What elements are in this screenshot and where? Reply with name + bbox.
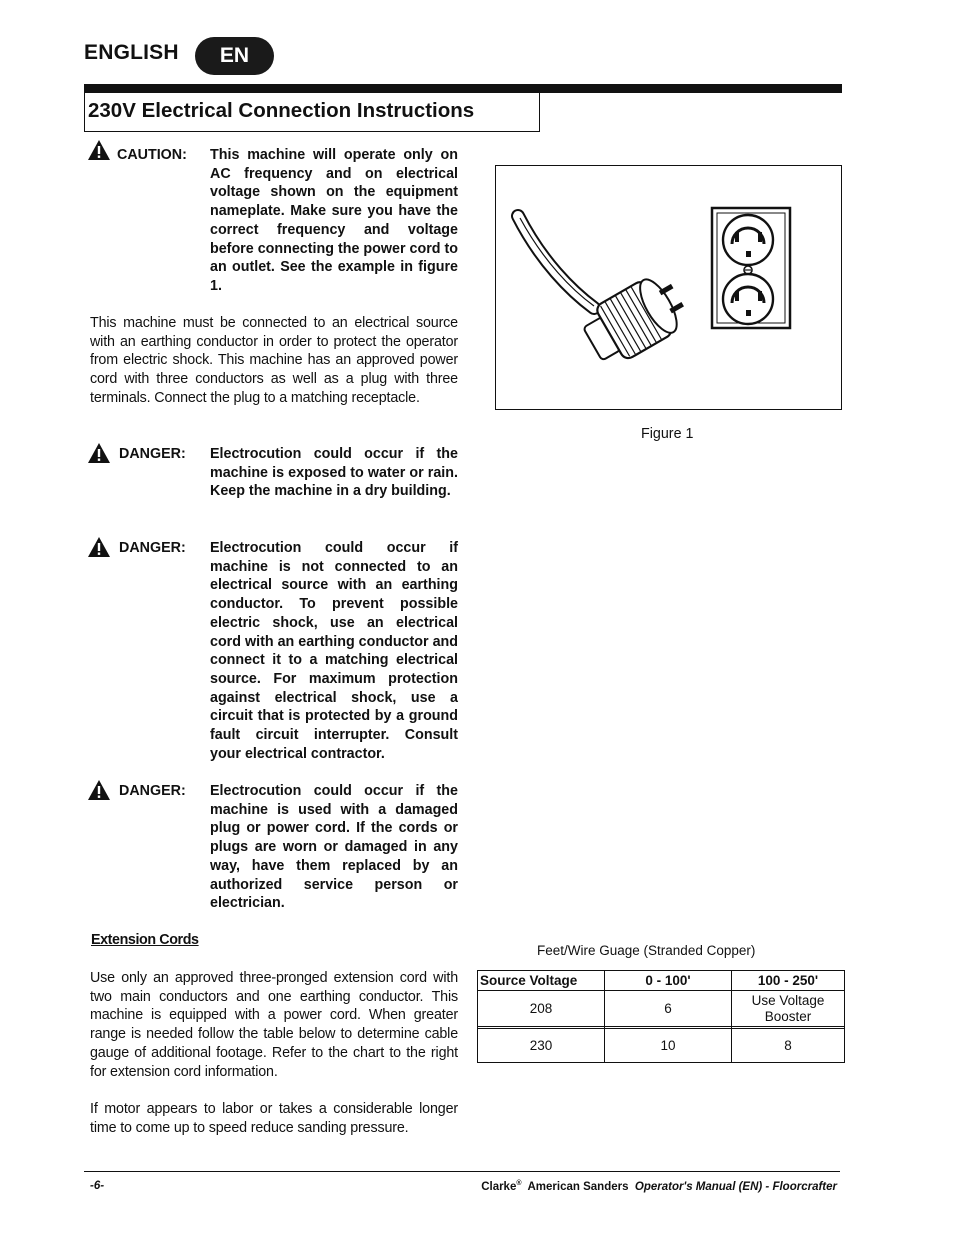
language-code-badge: EN	[195, 37, 274, 75]
table-cell: 6	[605, 991, 732, 1027]
table-header-row	[478, 971, 845, 991]
danger-text-1: Electrocution could occur if the machine is exposed to water or rain. Keep the machine in a dry building.	[210, 446, 458, 500]
table-cell: 230	[478, 1029, 605, 1063]
footer-rule	[84, 1171, 840, 1172]
extension-cords-heading: Extension Cords	[91, 932, 199, 948]
plug-and-receptacle-illustration	[496, 166, 841, 409]
registered-mark: ®	[516, 1180, 522, 1187]
header-rule	[84, 84, 842, 93]
footer-publication	[481, 1180, 837, 1193]
table-row	[478, 991, 845, 1027]
table-header-cell: 100 - 250'	[732, 971, 845, 991]
danger-label-3: DANGER:	[119, 783, 186, 799]
page-title: 230V Electrical Connection Instructions	[88, 99, 475, 122]
table-row	[478, 1029, 845, 1063]
table-cell: 8	[732, 1029, 845, 1063]
footer-company: American Sanders	[527, 1180, 629, 1193]
footer-brand: Clarke	[481, 1180, 517, 1193]
danger-text-3: Electrocution could occur if the machine is used with a damaged plug or power cord. If the cords or plugs are worn or damaged in any way, have them replaced by an authorized service person or electrician.	[210, 783, 458, 912]
caution-text: This machine will operate only on AC frequency and on electrical voltage shown on the equipment nameplate. Make sure you have the correct frequency and voltage before connecting the power cord to an outlet. See the example in figure 1.	[210, 147, 458, 294]
table-header-cell: 0 - 100'	[605, 971, 732, 991]
motor-paragraph: If motor appears to labor or takes a considerable longer time to come up to speed reduce sanding pressure.	[90, 1101, 458, 1136]
warning-triangle-icon	[87, 536, 111, 558]
page-number: -6-	[90, 1180, 105, 1192]
warning-triangle-icon	[87, 442, 111, 464]
warning-triangle-icon	[87, 779, 111, 801]
danger-text-2: Electrocution could occur if machine is not connected to an electrical source with an earthing conductor. To prevent possible electric shock, use an electrical cord with an earthing conductor and connect it to a matching electrical source. For maximum protection against electrical shock, use a circuit that is protected by a ground fault circuit interrupter. Consult your electrical contractor.	[210, 540, 458, 762]
table-cell: 208	[478, 991, 605, 1027]
extension-cord-gauge-table	[477, 970, 845, 1063]
danger-label-1: DANGER:	[119, 446, 186, 462]
table-caption: Feet/Wire Guage (Stranded Copper)	[537, 943, 756, 958]
figure-caption: Figure 1	[641, 426, 694, 442]
danger-label-2: DANGER:	[119, 540, 186, 556]
table-header-cell: Source Voltage	[478, 971, 605, 991]
warning-triangle-icon	[87, 139, 111, 161]
connection-paragraph: This machine must be connected to an electrical source with an earthing conductor in order to protect the operator from electric shock. This machine has an approved power cord with three conductors as well as a plug with three terminals. Connect the plug to a matching receptacle.	[90, 315, 458, 406]
table-cell: 10	[605, 1029, 732, 1063]
table-cell: Use Voltage Booster	[732, 991, 845, 1027]
extension-cords-paragraph: Use only an approved three-pronged extension cord with two main conductors and one earthing conductor. This machine is equipped with a power cord. When greater range is needed follow the table below to determine cable gauge of additional footage. Refer to the chart to the right for extension cord information.	[90, 970, 458, 1080]
language-label: ENGLISH	[84, 41, 179, 64]
caution-label: CAUTION:	[117, 147, 187, 163]
figure-frame	[495, 165, 842, 410]
footer-manual-title: Operator's Manual (EN) - Floorcrafter	[634, 1180, 837, 1193]
